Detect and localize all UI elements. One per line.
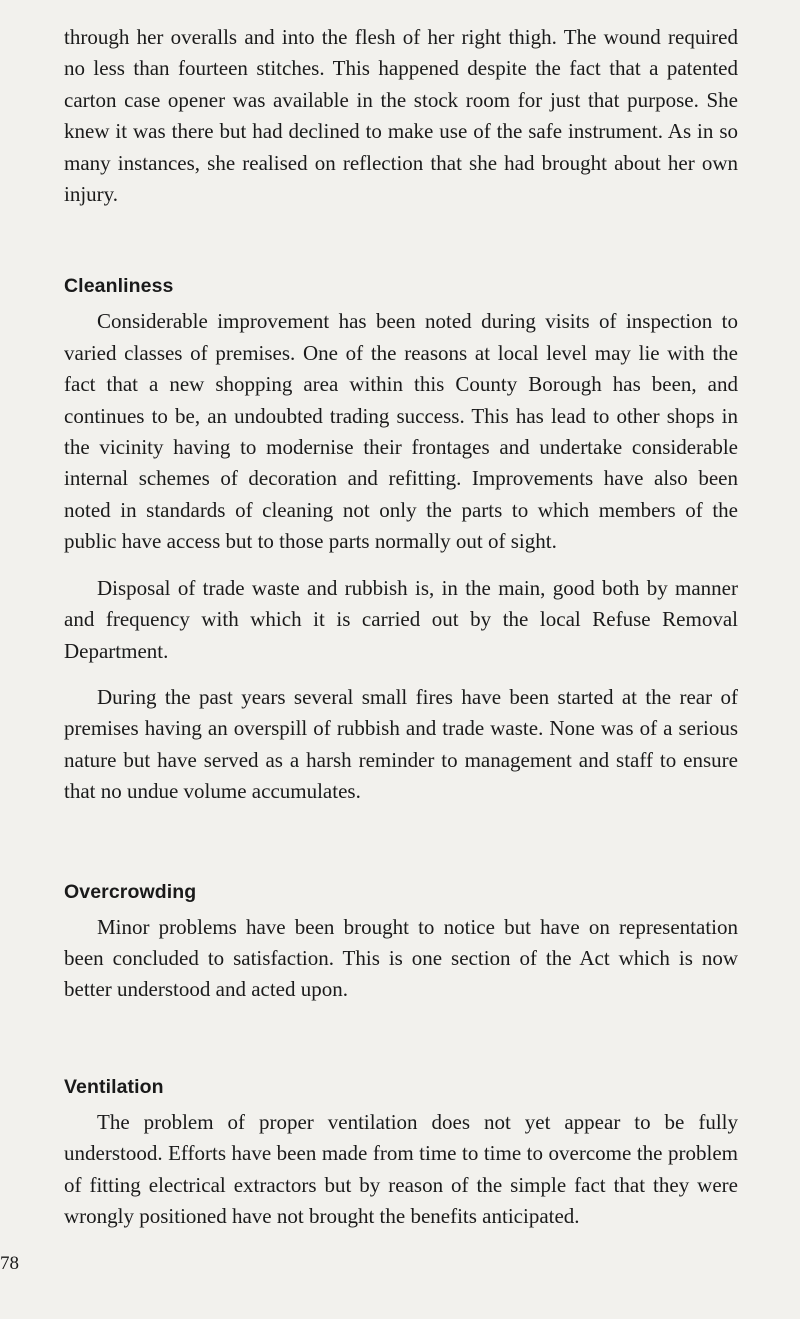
section-cleanliness [64, 272, 738, 807]
section-heading-overcrowding: Overcrowding [64, 880, 197, 903]
section-heading-ventilation: Ventilation [64, 1075, 164, 1098]
section-heading-cleanliness: Cleanliness [64, 275, 174, 298]
page-number: 78 [0, 1253, 19, 1274]
intro-paragraph: through her overalls and into the flesh of her right thigh. The wound required no less than fourteen stitches. This happened despite the fact that a patented carton case opener was available in the stock room for just that purpose. She knew it was there but had declined to make use of the safe instrument. As in so many instances, she realised on reflection that she had brought about her own injury. [64, 25, 738, 207]
cleanliness-paragraph-1: Considerable improvement has been noted during visits of inspection to varied classes of premises. One of the reasons at local level may lie with the fact that a new shopping area within this County Borough has been, and continues to be, an undoubted trading success. This has lead to other shops in the vicinity having to modernise their frontages and undertake considerable internal schemes of decoration and refitting. Improvements have also been noted in standards of cleaning not only the parts to which members of the public have access but to those parts normally out of sight. [64, 309, 738, 554]
section-overcrowding [64, 878, 738, 1006]
overcrowding-paragraph-1: Minor problems have been brought to notice but have on representation been concluded to satisfaction. This is one section of the Act which is now better understood and acted upon. [64, 914, 738, 1002]
ventilation-paragraph-1: The problem of proper ventilation does not yet appear to be fully understood. Efforts have been made from time to time to overcome the problem of fitting electrical extractors but by reason of the simple fact that they were wrongly positioned have not brought the benefits anticipated. [64, 1109, 738, 1228]
cleanliness-paragraph-2: Disposal of trade waste and rubbish is, in the main, good both by manner and frequency with which it is carried out by the local Refuse Removal Department. [64, 575, 738, 663]
section-ventilation [64, 1073, 738, 1233]
cleanliness-paragraph-3: During the past years several small fires have been started at the rear of premises having an overspill of rubbish and trade waste. None was of a serious nature but have served as a harsh reminder to management and staff to ensure that no undue volume accumulates. [64, 684, 738, 804]
